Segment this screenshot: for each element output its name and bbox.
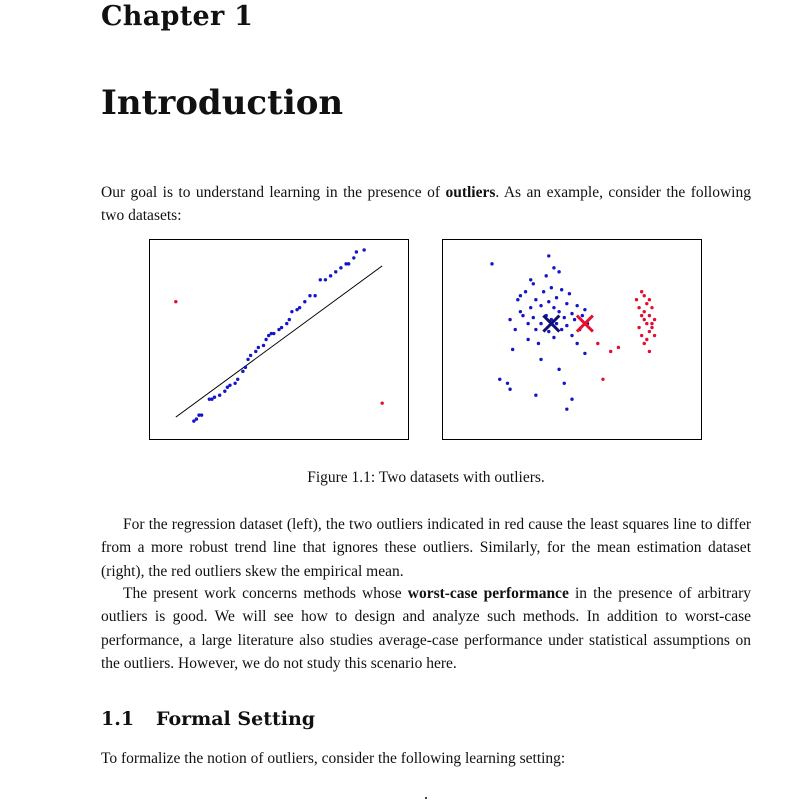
inliers-point [319,278,322,281]
paragraph-regression: For the regression dataset (left), the two outliers indicated in red cause the least squares line to differ from a more robust trend line that ignores these outliers. Similarly, for the mean estimation dataset (right), the red outliers skew the empirical mean. [101,516,751,580]
p2-text-after: in the presence of arbitrary outliers is good. We will see how to design and analyze such methods. In addition to worst-case performance, a large literature also studies average-case performance under statistical assumptions on the outliers. However, we do not study this scenario here. [101,585,751,672]
inliers-point [329,274,332,277]
inliers-point [529,306,532,309]
inliers-point [246,358,249,361]
inliers-point [280,326,283,329]
outliers-point [645,338,648,341]
intro-text-before: Our goal is to understand learning in the presence of [101,184,446,201]
inliers-point [560,328,563,331]
inliers-point [511,348,514,351]
inliers-point [228,384,231,387]
inliers-point [565,407,568,410]
inliers-point [249,354,252,357]
figure-caption: Figure 1.1: Two datasets with outliers. [307,469,545,486]
outliers-point [617,346,620,349]
inliers-point [545,274,548,277]
inliers-point [563,382,566,385]
inliers-point [534,298,537,301]
inliers-point [539,358,542,361]
chapter-title: Introduction [101,83,344,123]
inliers-point [241,370,244,373]
inliers-point [539,304,542,307]
outliers-point [609,350,612,353]
inliers-point [334,270,337,273]
inliers-point [583,352,586,355]
outliers-point [174,300,177,303]
inliers-point [490,262,493,265]
outliers-point [601,378,604,381]
empirical-mean-marker [577,316,593,332]
inliers-point [195,417,198,420]
paragraph-worst-case [101,582,751,675]
inliers-point [233,382,236,385]
page-mark [425,797,427,799]
outliers-point [650,326,653,329]
intro-bold-term: outliers [445,184,496,201]
outliers-point [637,306,640,309]
outliers-point [637,326,640,329]
inliers-point [570,398,573,401]
outliers-point [645,302,648,305]
outliers-point [640,334,643,337]
inliers-point [552,266,555,269]
p2-text-before: The present work concerns methods whose [123,585,408,602]
inliers-point [257,346,260,349]
outliers-point [640,290,643,293]
inliers-point [557,310,560,313]
inliers-point [236,378,239,381]
outliers-point [653,334,656,337]
inliers-point [362,248,365,251]
inliers-point [539,322,542,325]
inliers-point [519,294,522,297]
inliers-point [542,290,545,293]
inliers-point [563,316,566,319]
inliers-point [272,332,275,335]
section-number: 1.1 [101,708,135,730]
inliers-point [519,310,522,313]
least-squares-line [176,266,382,417]
inliers-point [529,278,532,281]
inliers-point [516,298,519,301]
inliers-point [555,322,558,325]
chapter-label: Chapter 1 [101,1,254,32]
inliers-point [218,394,221,397]
inliers-point [570,334,573,337]
inliers-point [303,300,306,303]
inliers-point [352,256,355,259]
inliers-point [508,318,511,321]
outliers-point [643,294,646,297]
section-lead-paragraph: To formalize the notion of outliers, consider the following learning setting: [101,750,566,767]
inliers-point [506,382,509,385]
inliers-point [550,286,553,289]
inliers-point [557,368,560,371]
inliers-point [534,328,537,331]
inliers-point [583,308,586,311]
inliers-point [521,314,524,317]
inliers-point [532,282,535,285]
mean-estimation-plot [442,239,702,440]
inliers-point [200,413,203,416]
inliers-point [298,306,301,309]
inliers-point [537,342,540,345]
inliers-point [565,302,568,305]
inliers-point [570,312,573,315]
inliers-point [552,336,555,339]
inliers-point [254,350,257,353]
inliers-point [573,318,576,321]
outliers-point [643,342,646,345]
outliers-point [648,298,651,301]
inliers-point [223,390,226,393]
inliers-point [262,344,265,347]
outliers-point [650,322,653,325]
inliers-point [524,290,527,293]
inliers-point [552,306,555,309]
inliers-point [575,304,578,307]
outliers-point [640,314,643,317]
outliers-point [635,298,638,301]
inliers-point [568,292,571,295]
outliers-point [653,318,656,321]
outliers-point [645,322,648,325]
inliers-point [508,388,511,391]
inliers-point [264,338,267,341]
outliers-point [596,342,599,345]
inliers-point [560,288,563,291]
inliers-point [285,322,288,325]
intro-paragraph [101,181,751,228]
inliers-point [526,338,529,341]
inliers-point [565,324,568,327]
inliers-point [313,294,316,297]
inliers-point [557,270,560,273]
outliers-point [648,330,651,333]
outliers-point [650,306,653,309]
inliers-point [534,394,537,397]
mean-estimation-plot-svg [443,240,701,439]
inliers-point [581,314,584,317]
section-title: Formal Setting [156,708,316,730]
inliers-point [514,328,517,331]
inliers-point [244,366,247,369]
inliers-point [575,342,578,345]
p2-bold-term: worst-case performance [407,585,569,602]
inliers-point [555,296,558,299]
outliers-point [643,310,646,313]
outliers-point [648,350,651,353]
inliers-point [532,316,535,319]
intro-text-after: . As an example, consider the following two datasets: [101,184,751,225]
inliers-point [526,322,529,325]
inliers-point [347,262,350,265]
section-heading [101,706,315,732]
inliers-point [288,318,291,321]
inliers-point [339,266,342,269]
outliers-point [381,401,384,404]
regression-plot-svg [150,240,408,439]
inliers-point [308,294,311,297]
inliers-point [498,378,501,381]
inliers-point [290,310,293,313]
inliers-point [324,278,327,281]
inliers-point [547,254,550,257]
inliers-point [547,300,550,303]
outliers-point [643,318,646,321]
inliers-point [355,250,358,253]
inliers-point [547,330,550,333]
regression-plot [149,239,409,440]
inliers-point [213,396,216,399]
outliers-point [648,314,651,317]
